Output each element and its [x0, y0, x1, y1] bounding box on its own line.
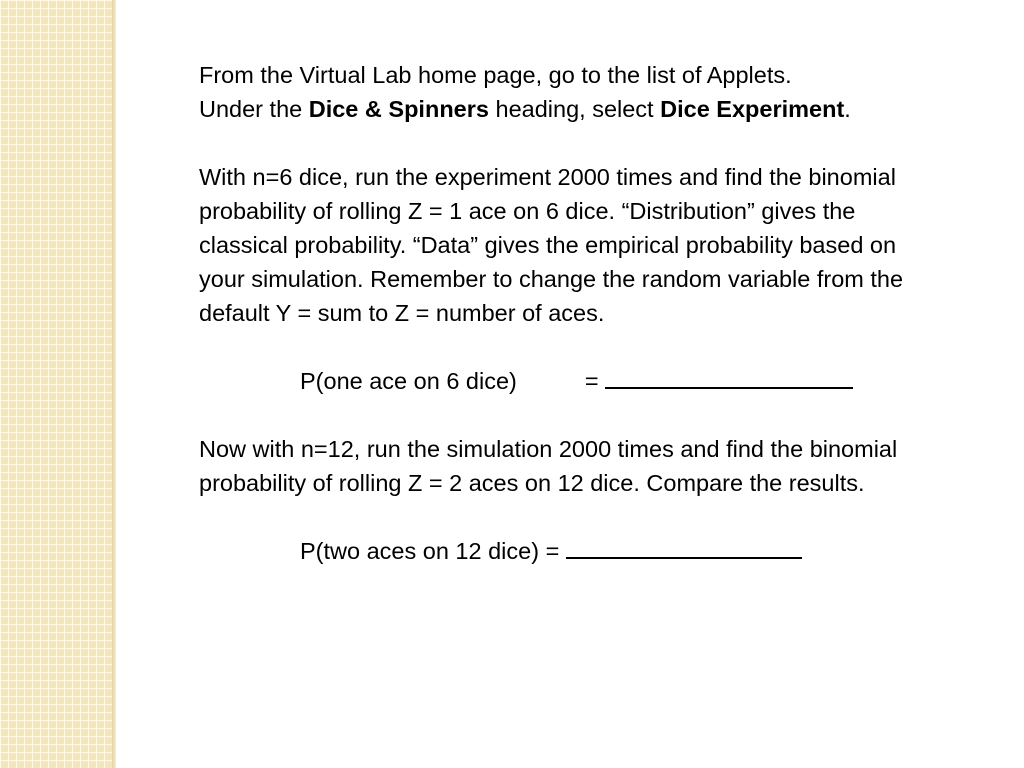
question-one-ace-equals: =	[584, 368, 606, 394]
decorative-side-band	[0, 0, 112, 768]
answer-blank-two-aces[interactable]	[566, 535, 802, 559]
intro-line-1: From the Virtual Lab home page, go to the list of Applets.	[199, 62, 792, 88]
intro-line-2-suffix: .	[844, 96, 851, 122]
question-two-aces	[199, 534, 939, 568]
question-one-ace-label: P(one ace on 6 dice)	[300, 368, 517, 394]
intro-paragraph	[199, 58, 939, 126]
answer-blank-one-ace[interactable]	[605, 365, 853, 389]
instructions-twelve-dice: Now with n=12, run the simulation 2000 times and find the binomial probability of rolling Z = 2 aces on 12 dice. Compare the results.	[199, 436, 898, 496]
intro-line-2-prefix: Under the	[199, 96, 309, 122]
question-one-ace	[199, 364, 939, 398]
intro-line-2-mid: heading, select	[488, 96, 661, 122]
slide-content	[199, 58, 939, 602]
instructions-six-dice: With n=6 dice, run the experiment 2000 times and find the binomial probability of rolling Z = 1 ace on 6 dice. “Distribution” gives the classical probability. “Data” gives the empirical probability based on your simulation. Remember to change the random variable from the default Y = sum to Z = number of aces.	[199, 164, 904, 326]
dice-spinners-heading-name: Dice & Spinners	[308, 96, 489, 122]
question-two-aces-label: P(two aces on 12 dice) =	[300, 538, 566, 564]
dice-experiment-name: Dice Experiment	[660, 96, 845, 122]
side-band-edge	[112, 0, 116, 768]
